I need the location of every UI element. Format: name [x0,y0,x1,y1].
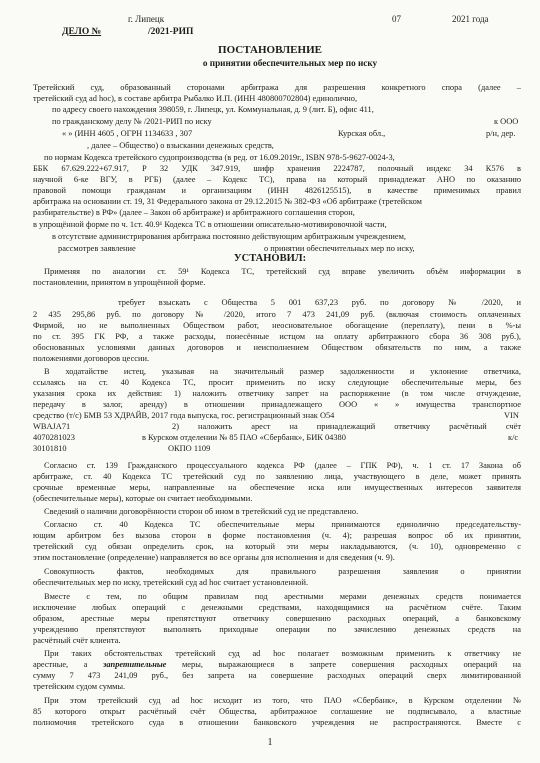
body-line: 4070281023 [33,433,75,442]
intro-line: разбирательстве) в РФ» (далее – Закон об арбитраже) и арбитражного соглашения сторон, [33,208,355,217]
intro-line: правовой помощи гражданам и организациям (ИНН 4826125515), в качестве применимых правил [33,186,521,195]
intro-line: по адресу своего нахождения 398059, г. Липецк, ул. Коммунальная, д. 9 (лит. Б), офис 411, [52,105,374,114]
body-line: арбитраже, ст. 40 Кодекса ТС третейский суд по заявлению лица, участвующего в деле, может принять [33,472,521,481]
page-number: 1 [267,737,273,748]
body-line: образом, арестные меры препятствуют ответчику совершению расходных операций, а банковскому [33,614,521,623]
intro-line: рассмотрев заявление [58,244,136,253]
body-line: третейский суд обязан определить срок, на который эти меры накладываются, (ч. 10), одновременно с [33,542,521,551]
body-line: (обеспечительные меры), которые он считает необходимыми. [33,494,253,503]
body-line: ОКПО 1109 [168,444,211,453]
intro-line: научной 6-ке ВГУ, в РГБ) (далее – Кодекс ТС), права на который принадлежат АНО по оказанию [33,175,521,184]
body-line: Согласно ст. 139 Гражданского процессуального кодекса РФ (далее – ГПК РФ), ч. 1 ст. 17 Закона об [44,461,521,470]
body-line: Фирмой, но не выполненных Обществом работ, неосновательное обогащение (переплату), пени в %-ы [33,321,521,330]
body-line: полномочия третейского суда в отношении банковского учреждения не распространяются. Вместе с [33,718,521,727]
document-subtitle: о принятии обеспечительных мер по иску [202,58,378,68]
intro-line: « » (ИНН 4605 , ОГРН 1134633 , 307 [62,129,193,138]
body-line: В ходатайстве истец, указывая на значительный размер задолженности и уклонение ответчика, [44,367,521,376]
intro-line: третейский суд ad hoc), в составе арбитра Рыбалко И.П. (ИНН 480800702804) единолично, [33,94,358,103]
body-line: указания срока их действия: 1) наложить ответчику запрет на распоряжение (в том числе отчуждение, [33,389,521,398]
body-line: При этом третейский суд ad hoc исходит из того, что ПАО «Сбербанк», в Курском отделении № [44,696,521,705]
intro-line: в упрощённой форме по ч. 1ст. 40.9¹ Кодекса ТС в отношении описательно-мотивировочной части, [33,220,387,229]
body-line: 2 435 295,86 руб. по договору № /2020, итого 7 473 241,09 руб. (включая стоимость оплаченных [33,310,521,319]
body-line: обоснованных условиями данных договоров и неисполнением Обществом обязательств по ним, а также [33,343,521,352]
intro-line: по нормам Кодекса третейского судопроизводства (в ред. от 16.09.2019г., ISBN 978-5-9627-0024-3, [44,153,395,162]
date-day: 07 [392,14,401,24]
body-line: сумму 7 473 241,09 руб., без запрета на совершение расходных операций сверх лимитированной [33,671,521,680]
body-line: средство (т/с) БМВ 53 ХДРАЙВ, 2017 года выпуска, гос. регистрационный знак О54 [33,411,335,420]
body-line: 2) наложить арест на принадлежащий ответчику расчётный счёт [172,422,521,431]
case-prefix: ДЕЛО № [62,27,102,37]
body-line: исключение любых операций с денежными средствами, находящимися на расчётном счёте. Таким [33,603,521,612]
body-line: передачу в залог, аренду) в отношении принадлежащего ООО « » имущества транспортное [33,400,521,409]
body-line: по ст. 395 ГК РФ, а также расходы, понесённые истцом на оплату арбитражного сбора 36 308 руб.), [33,332,521,341]
intro-line: р/н, дер. [486,129,516,138]
body-line: 30101810 [33,444,67,453]
intro-line: Курская обл., [338,129,386,138]
intro-line: по гражданскому делу № /2021-РИП по иску [52,117,212,126]
body-line: третейским судом суммы. [33,682,126,691]
body-line: арестные, а запретительные меры, выражающиеся в запрете совершения расходных операций на [33,660,521,669]
case-number: /2021-РИП [148,27,194,37]
intro-line: Третейский суд, образованный сторонами арбитража для разрешения конкретного спора (далее – [33,83,521,92]
intro-line: о принятии обеспечительных мер по иску, [264,244,415,253]
body-line: WBAJA71 [33,422,71,431]
body-line: постановлении, принятом в упрощённой форме. [33,278,206,287]
city: г. Липецк [128,14,165,24]
body-line: обеспечительных мер по иску, третейский суд ad hoc считает установленной. [33,578,309,587]
date-year: 2021 года [452,14,489,24]
body-line: в Курском отделении № 85 ПАО «Сбербанк», БИК 04380 [142,433,346,442]
body-line: При таких обстоятельствах третейский суд ad hoc полагает возможным применить к ответчику не [44,649,521,658]
body-line: срочные временные меры, направленные на обеспечение иска или имущественных интересов заявителя [33,483,521,492]
intro-line: арбитража на основании ст. 19, 31 Федерального закона от 29.12.2015 № 382-ФЗ «Об арбитраже (третейском [33,197,422,206]
document-title: ПОСТАНОВЛЕНИЕ [218,44,322,56]
body-line: ющим арбитром без вызова сторон в форме постановления (ч. 4); разрешая вопрос об их принятии, [33,531,521,540]
body-line: Согласно ст. 40 Кодекса ТС обеспечительные меры принимаются единолично председательству- [44,520,521,529]
intro-line: ББК 67.629.222+67.917, Р 32 УДК 347.919, шифр хранения 2224787, полочный индекс 34 К576 в [33,164,521,173]
body-line: VIN [504,411,519,420]
body-line: учреждению препятствуют выполнять приходные операции по зачислению денежных средств на [33,625,521,634]
body-line: Применяя по аналогии ст. 59¹ Кодекса ТС, третейский суд вправе увеличить объём информации в [44,267,521,276]
ustanovil-heading: УСТАНОВИЛ: [233,253,307,264]
body-line: Совокупность фактов, необходимых для правильного разрешения заявления о принятии [44,567,521,576]
body-line: расчётный счёт клиента. [33,636,121,645]
intro-line: , далее – Общество) о взыскании денежных средств, [87,141,274,150]
body-line: этим постановление (определение) направляется во все органы для исполнения и для сведения (ч. 9). [33,553,395,562]
intro-line: в отсутствие администрирования арбитража постоянно действующим арбитражным учреждением, [52,232,406,241]
body-line: ссылаясь на ст. 40 Кодекса ТС, просит применить по иску следующие обеспечительные меры, без [33,378,521,387]
body-line: Сведений о наличии договорённости сторон об ином в третейский суд не представлено. [44,507,359,516]
intro-line: к ООО [494,117,519,126]
body-line: требует взыскать с Общества 5 001 637,23 руб. по договору № /2020, и [118,298,521,307]
body-line: к/с [508,433,519,442]
body-line: положениями договоров цессии. [33,354,150,363]
body-line: Вместе с тем, по общим правилам под арестными мерами денежных средств понимается [44,592,521,601]
emphasis-text: запретительные [103,660,167,669]
body-line: 85 которого открыт расчётный счёт Общества, арбитражное соглашение не подписывало, а властные [33,707,521,716]
